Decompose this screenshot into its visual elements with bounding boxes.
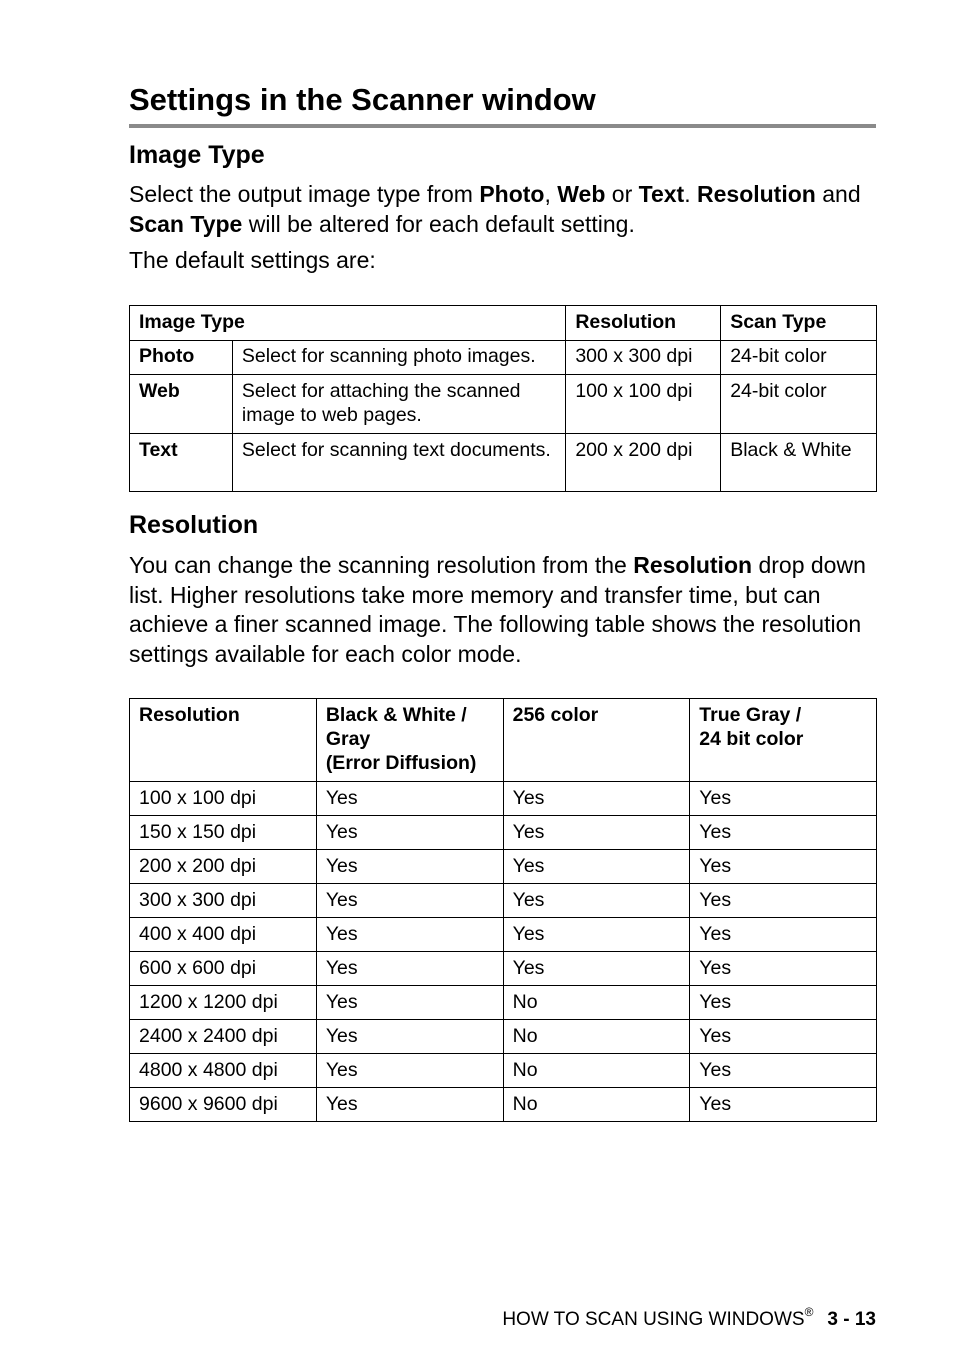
page-footer	[502, 1300, 876, 1332]
default-settings-label: The default settings are:	[129, 247, 376, 273]
cell-resolution: 1200 x 1200 dpi	[130, 986, 317, 1020]
cell-resolution: 100 x 100 dpi	[130, 782, 317, 816]
cell-bw-gray: Yes	[316, 884, 503, 918]
cell-resolution: 2400 x 2400 dpi	[130, 1020, 317, 1054]
page-number: 3 - 13	[827, 1309, 876, 1330]
cell-description: Select for scanning photo images.	[232, 341, 565, 375]
header-256-color: 256 color	[503, 699, 690, 782]
cell-true-gray: Yes	[690, 850, 877, 884]
table-row	[130, 434, 877, 492]
footer-chapter: HOW TO SCAN USING WINDOWS	[502, 1309, 805, 1330]
cell-true-gray: Yes	[690, 1088, 877, 1122]
cell-bw-gray: Yes	[316, 850, 503, 884]
cell-true-gray: Yes	[690, 1054, 877, 1088]
cell-true-gray: Yes	[690, 884, 877, 918]
header-image-type: Image Type	[130, 306, 566, 341]
table-row	[130, 918, 877, 952]
cell-256-color: No	[503, 1020, 690, 1054]
cell-true-gray: Yes	[690, 816, 877, 850]
cell-256-color: Yes	[503, 918, 690, 952]
cell-true-gray: Yes	[690, 1020, 877, 1054]
cell-resolution: 200 x 200 dpi	[130, 850, 317, 884]
cell-resolution: 150 x 150 dpi	[130, 816, 317, 850]
table-row	[130, 375, 877, 434]
cell-true-gray: Yes	[690, 918, 877, 952]
cell-256-color: Yes	[503, 884, 690, 918]
cell-resolution: 300 x 300 dpi	[130, 884, 317, 918]
cell-resolution: 400 x 400 dpi	[130, 918, 317, 952]
resolution-table	[129, 698, 877, 1122]
cell-type: Web	[130, 375, 233, 434]
table-row	[130, 1020, 877, 1054]
term-photo: Photo	[479, 181, 545, 207]
cell-bw-gray: Yes	[316, 952, 503, 986]
cell-bw-gray: Yes	[316, 782, 503, 816]
term-web: Web	[557, 181, 606, 207]
term-resolution: Resolution	[633, 552, 753, 578]
header-resolution: Resolution	[130, 699, 317, 782]
header-resolution: Resolution	[566, 306, 721, 341]
table-row	[130, 850, 877, 884]
header-scan-type: Scan Type	[721, 306, 877, 341]
cell-bw-gray: Yes	[316, 1020, 503, 1054]
cell-bw-gray: Yes	[316, 1088, 503, 1122]
term-scan-type: Scan Type	[129, 210, 243, 237]
term-resolution: Resolution	[697, 181, 816, 207]
cell-type: Photo	[130, 341, 233, 375]
table-row	[130, 952, 877, 986]
cell-description: Select for scanning text documents.	[232, 434, 565, 492]
cell-256-color: No	[503, 1088, 690, 1122]
cell-scan-type: 24-bit color	[721, 375, 877, 434]
table-row	[130, 816, 877, 850]
table-row	[130, 782, 877, 816]
cell-256-color: No	[503, 1054, 690, 1088]
header-true-gray: True Gray / 24 bit color	[690, 699, 877, 782]
page-title: Settings in the Scanner window	[129, 82, 596, 117]
table-row	[130, 341, 877, 375]
cell-true-gray: Yes	[690, 952, 877, 986]
cell-256-color: Yes	[503, 850, 690, 884]
cell-256-color: Yes	[503, 952, 690, 986]
cell-bw-gray: Yes	[316, 918, 503, 952]
cell-true-gray: Yes	[690, 782, 877, 816]
cell-256-color: Yes	[503, 816, 690, 850]
cell-bw-gray: Yes	[316, 816, 503, 850]
table-row	[130, 986, 877, 1020]
cell-scan-type: Black & White	[721, 434, 877, 492]
table-row	[130, 884, 877, 918]
cell-bw-gray: Yes	[316, 1054, 503, 1088]
resolution-heading: Resolution	[129, 511, 259, 539]
cell-resolution: 4800 x 4800 dpi	[130, 1054, 317, 1088]
cell-resolution: 300 x 300 dpi	[566, 341, 721, 375]
cell-256-color: Yes	[503, 782, 690, 816]
registered-mark: ®	[804, 1305, 814, 1319]
cell-bw-gray: Yes	[316, 986, 503, 1020]
resolution-intro: You can change the scanning resolution from the Resolution drop down list. Higher resolutions take more memory and transfer time, but can achieve a finer scanned image. The following table shows the resolution settings available for each color mode.	[129, 552, 866, 667]
cell-256-color: No	[503, 986, 690, 1020]
cell-resolution: 600 x 600 dpi	[130, 952, 317, 986]
cell-resolution: 100 x 100 dpi	[566, 375, 721, 434]
image-type-heading: Image Type	[129, 141, 265, 169]
cell-type: Text	[130, 434, 233, 492]
cell-resolution: 9600 x 9600 dpi	[130, 1088, 317, 1122]
cell-resolution: 200 x 200 dpi	[566, 434, 721, 492]
header-bw-gray: Black & White / Gray (Error Diffusion)	[316, 699, 503, 782]
table-row	[130, 1088, 877, 1122]
image-type-intro: Select the output image type from Photo, Web or Text. Resolution and Scan Type will be altered for each default setting.	[129, 181, 861, 237]
cell-description: Select for attaching the scanned image to web pages.	[232, 375, 565, 434]
image-type-table	[129, 305, 877, 492]
cell-scan-type: 24-bit color	[721, 341, 877, 375]
term-text: Text	[638, 181, 685, 207]
table-header-row	[130, 306, 877, 341]
table-header-row	[130, 699, 877, 782]
table-row	[130, 1054, 877, 1088]
title-rule	[129, 124, 876, 128]
cell-true-gray: Yes	[690, 986, 877, 1020]
